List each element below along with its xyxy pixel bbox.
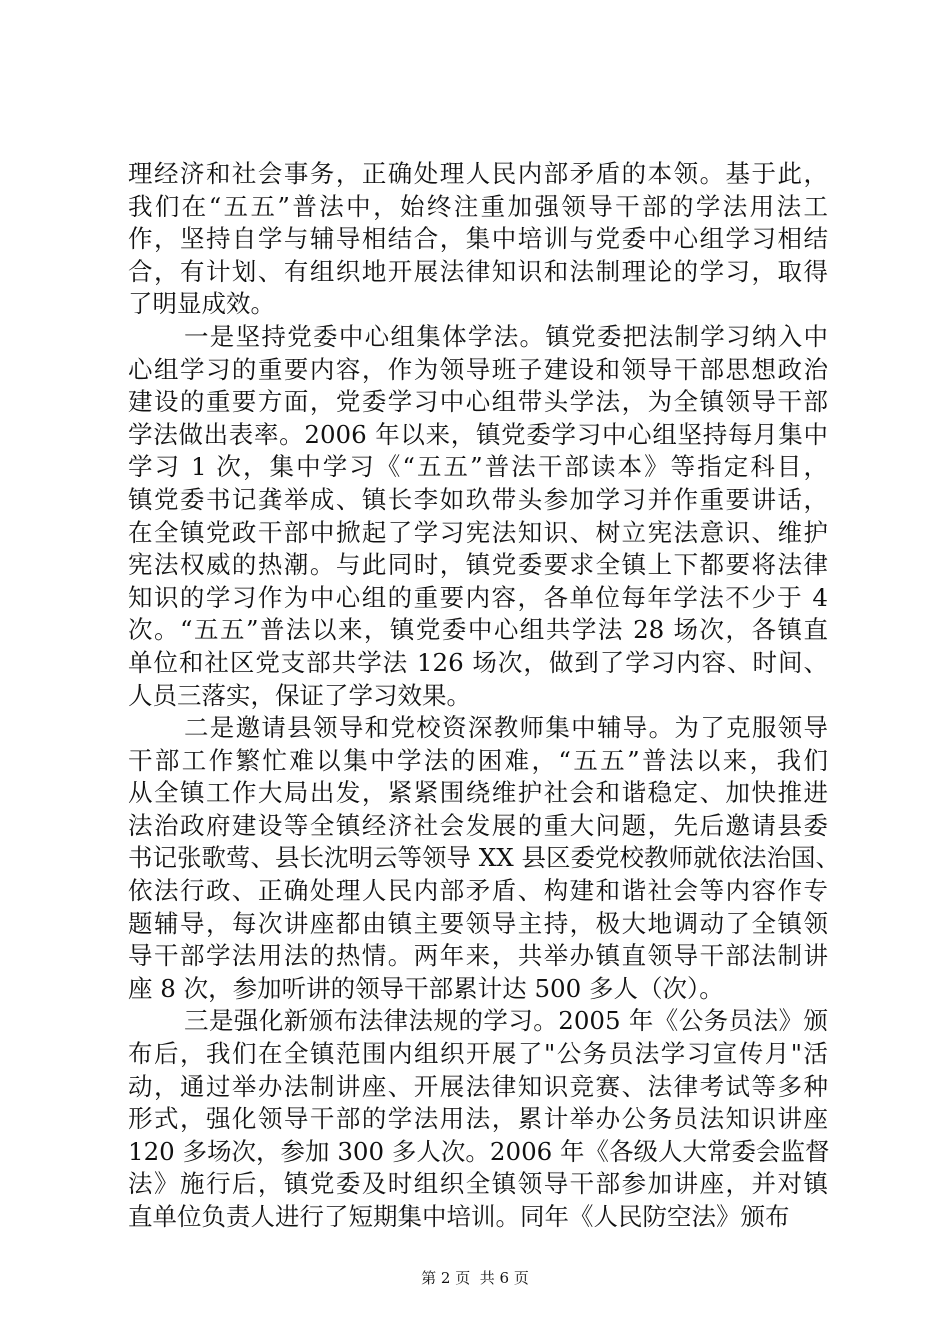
paragraph-line: 干部工作繁忙难以集中学法的困难，“五五”普法以来，我们 <box>128 745 828 775</box>
page-footer <box>0 1268 950 1288</box>
paragraph-line: 座 8 次，参加听讲的领导干部累计达 500 多人（次）。 <box>128 973 724 1003</box>
paragraph-line: 导干部学法用法的热情。两年来，共举办镇直领导干部法制讲 <box>128 941 828 971</box>
paragraph-line: 知识的学习作为中心组的重要内容，各单位每年学法不少于 4 <box>128 582 828 612</box>
paragraph-line: 法》施行后，镇党委及时组织全镇领导干部参加讲座，并对镇 <box>128 1169 828 1199</box>
paragraph <box>128 321 828 712</box>
paragraph-line: 理经济和社会事务，正确处理人民内部矛盾的本领。基于此， <box>128 159 828 188</box>
paragraph-line: 学法做出表率。2006 年以来，镇党委学习中心组坚持每月集中 <box>128 419 828 449</box>
paragraph-line: 布后，我们在全镇范围内组织开展了"公务员法学习宣传月"活 <box>128 1039 828 1069</box>
paragraph-line: 法治政府建设等全镇经济社会发展的重大问题，先后邀请县委 <box>128 810 828 840</box>
paragraph-line: 120 多场次，参加 300 多人次。2006 年《各级人大常委会监督 <box>128 1136 830 1166</box>
paragraph-line: 题辅导，每次讲座都由镇主要领导主持，极大地调动了全镇领 <box>128 908 828 938</box>
paragraph-line: 合，有计划、有组织地开展法律知识和法制理论的学习，取得 <box>128 256 828 286</box>
paragraph-line: 二是邀请县领导和党校资深教师集中辅导。为了克服领导 <box>184 713 828 743</box>
paragraph-line: 镇党委书记龚举成、镇长李如玖带头参加学习并作重要讲话， <box>128 484 828 514</box>
paragraph-line: 三是强化新颁布法律法规的学习。2005 年《公务员法》颁 <box>184 1006 828 1036</box>
paragraph-line: 单位和社区党支部共学法 126 场次，做到了学习内容、时间、 <box>128 647 828 677</box>
page-number-label: 第 2 页 共 6 页 <box>421 1269 529 1287</box>
paragraph-line: 动，通过举办法制讲座、开展法律知识竞赛、法律考试等多种 <box>128 1071 828 1101</box>
paragraph-line: 书记张歌莺、县长沈明云等领导 XX 县区委党校教师就依法治国、 <box>128 843 840 873</box>
document-body <box>128 158 840 1234</box>
paragraph <box>128 1005 828 1233</box>
paragraph-line: 依法行政、正确处理人民内部矛盾、构建和谐社会等内容作专 <box>128 876 828 906</box>
paragraph <box>128 158 828 321</box>
paragraph-line: 形式，强化领导干部的学法用法，累计举办公务员法知识讲座 <box>128 1104 828 1134</box>
paragraph-line: 一是坚持党委中心组集体学法。镇党委把法制学习纳入中 <box>184 321 828 351</box>
paragraph-line: 从全镇工作大局出发，紧紧围绕维护社会和谐稳定、加快推进 <box>128 778 828 808</box>
paragraph-line: 直单位负责人进行了短期集中培训。同年《人民防空法》颁布 <box>128 1202 790 1231</box>
paragraph-line: 次。“五五”普法以来，镇党委中心组共学法 28 场次，各镇直 <box>128 615 828 645</box>
paragraph-line: 学习 1 次，集中学习《“五五”普法干部读本》等指定科目， <box>128 452 828 482</box>
paragraph-line: 了明显成效。 <box>128 289 275 319</box>
paragraph-line: 我们在“五五”普法中，始终注重加强领导干部的学法用法工 <box>128 191 828 221</box>
paragraph-line: 心组学习的重要内容，作为领导班子建设和领导干部思想政治 <box>128 354 828 384</box>
paragraph-line: 宪法权威的热潮。与此同时，镇党委要求全镇上下都要将法律 <box>128 550 828 580</box>
paragraph-line: 在全镇党政干部中掀起了学习宪法知识、树立宪法意识、维护 <box>128 517 828 547</box>
paragraph-line: 建设的重要方面，党委学习中心组带头学法，为全镇领导干部 <box>128 387 828 417</box>
paragraph-line: 人员三落实，保证了学习效果。 <box>128 680 471 710</box>
paragraph-line: 作，坚持自学与辅导相结合，集中培训与党委中心组学习相结 <box>128 224 828 254</box>
paragraph <box>128 712 840 1005</box>
